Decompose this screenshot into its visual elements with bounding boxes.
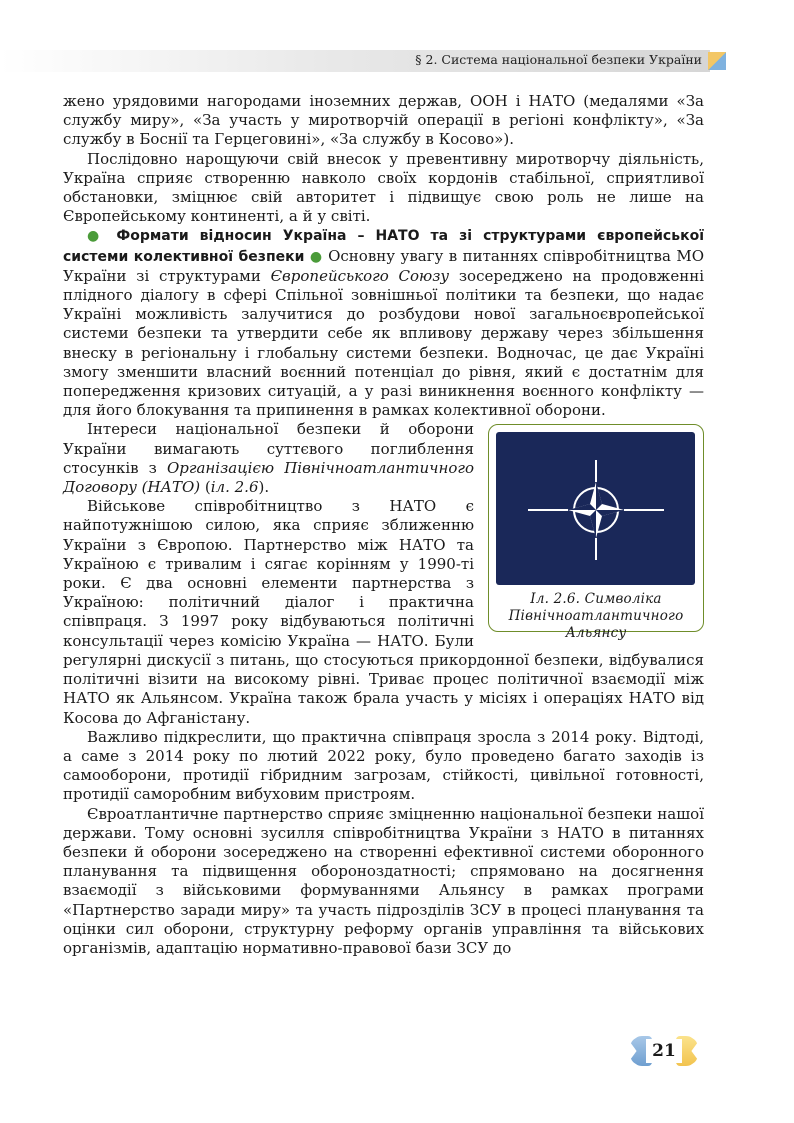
paragraph: Важливо підкреслити, що практична співпраця зросла з 2014 року. Відтоді, а саме з 2014 року по лютий 2022 року, було проведено багато заходів із самооборони, протидії гібридним загрозам, стійкості, цивільної готовності, протидії саморобним вибуховим пристроям. (63, 727, 704, 804)
running-header: § 2. Система національної безпеки України (415, 52, 702, 67)
figure-reference: іл. 2.6 (210, 478, 259, 497)
page-number: 21 (646, 1039, 682, 1063)
figure-nato (488, 424, 704, 642)
paragraph: жено урядовими нагородами іноземних держав, ООН і НАТО (медалями «За службу миру», «За участь у миротворчій операції в регіоні конфлікту», «За службу в Боснії та Герцеговині», «За службу в Косово»). (63, 92, 704, 149)
paragraph: Послідовно нарощуючи свій внесок у превентивну миротворчу діяльність, Україна сприяє створенню навколо своїх кордонів стабільної, сприятливої обстановки, зміцнює свій авторитет і підвищує свою роль не лише на Європейському континенті, а й у світі. (63, 149, 704, 226)
paragraph-text: Основну увагу в питаннях співробітництва МО України зі структурами (63, 246, 704, 285)
paragraph-text: Інтереси національної безпеки й оборони України вимагають суттєвого поглиблення стосунків з (63, 420, 474, 477)
nato-compass-icon (496, 432, 695, 585)
paragraph-text: ). (258, 478, 270, 497)
header-corner-tab (708, 52, 726, 70)
paragraph-text: ( (200, 478, 211, 497)
paragraph-text: зосереджено на продовженні плідного діалогу в сфері Спільної зовнішньої політики та безпеки, що надає Україні можливість залучитися до розбудови нової загальноєвропейської системи безпеки та утвердити себе як впливову державу через збільшення внеску в регіональну і глобальну системи безпеки. Водночас, це дає Україні змогу зменшити власний воєнний потенціал до рівня, який є достатнім для попередження кризових ситуацій, а у разі виникнення воєнного конфлікту — для його блокування та припинення в рамках колективної оборони. (63, 266, 704, 420)
bullet-icon: ● (87, 228, 106, 245)
section-heading: Формати відносин Україна – НАТО та зі структурами європейської системи колективної безпеки (63, 228, 704, 265)
paragraph-section (63, 226, 704, 420)
figure-caption: Іл. 2.6. Символіка Північноатлантичного Альянсу (508, 591, 684, 642)
page-number-badge (630, 1034, 698, 1068)
bullet-icon: ● (309, 248, 323, 265)
nato-flag (496, 432, 695, 585)
main-text (63, 92, 704, 958)
emphasis-text: Європейського Союзу (270, 266, 450, 285)
paragraph: Євроатлантичне партнерство сприяє зміцненню національної безпеки нашої держави. Тому основні зусилля співробітництва України з НАТО в питаннях безпеки й оборони зосереджено на створенні ефективної системи оборонного планування та підвищення обороноздатності; спрямовано на досягнення взаємодії з військовими формуваннями Альянсу в рамках програми «Партнерство заради миру» та участь підрозділів ЗСУ в процесі планування та оцінки сил оборони, структурну реформу органів управління та військових організмів, адаптацію нормативно-правової бази ЗСУ до (63, 804, 704, 957)
emphasis-text: Організацією Північноатлантичного Договору (НАТО) (63, 458, 474, 497)
paragraph: Військове співробітництво з НАТО є найпотужнішою силою, яка сприяє зближенню України з Європою. Партнерство між НАТО та Україною є тривалим і сягає корінням у 1990-ті роки. Є два основні елементи партнерства з Україною: політичний діалог і практична співпраця. З 1997 року відбуваються політичні консультації через комісію Україна — НАТО. Були регулярні дискусії з питань, що стосуються прикордонної безпеки, відбувалися політичні візити на високому рівні. Триває процес політичної взаємодії між НАТО як Альянсом. Україна також брала участь у місіях і операціях НАТО від Косова до Афганістану. (63, 497, 704, 727)
